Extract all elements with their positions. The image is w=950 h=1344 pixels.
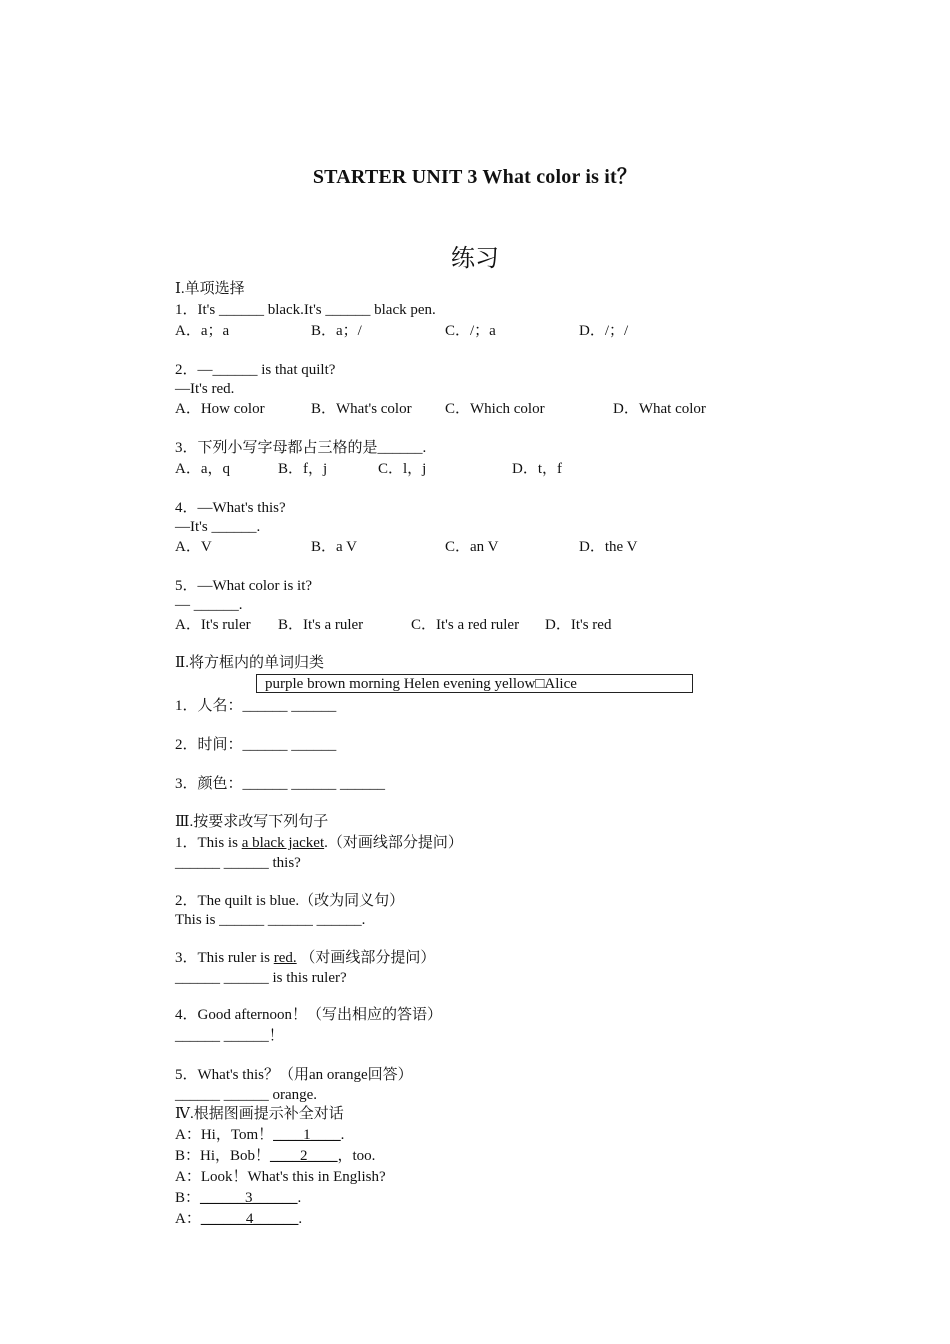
q1-option-c: C．/；a [445, 323, 496, 339]
dialog-blank-4: ______4______ [200, 1211, 299, 1227]
classify-names: 1．人名：______ ______ [175, 698, 337, 714]
q5-option-c: C．It's a red ruler [411, 617, 520, 633]
rewrite-q5-answer: ______ ______ orange. [175, 1087, 318, 1103]
dialog-line-4-text: B： [175, 1190, 201, 1206]
page-title: STARTER UNIT 3 What color is it？ [312, 166, 638, 188]
q4-reply: —It's ______. [175, 519, 261, 535]
rewrite-q4-answer: ______ ______！ [175, 1028, 284, 1044]
classify-colors: 3．颜色：______ ______ ______ [175, 776, 386, 792]
word-box: purple brown morning Helen evening yellow□Alice [256, 674, 693, 693]
q2-stem: 2．—______ is that quilt? [175, 362, 336, 378]
dialog-line-1-end: . [340, 1127, 345, 1143]
q2-reply: —It's red. [175, 381, 235, 397]
q1-option-b: B．a；/ [311, 323, 362, 339]
page-subtitle: 练习 [451, 244, 499, 272]
dialog-line-5-text: A： [175, 1211, 201, 1227]
section-3-heading: Ⅲ.按要求改写下列句子 [175, 814, 329, 830]
dialog-line-4 [175, 1189, 301, 1207]
q3-option-d: D．t，f [512, 461, 562, 477]
rewrite-q1-pre: 1．This is [175, 835, 242, 851]
q2-option-d: D．What color [613, 401, 706, 417]
rewrite-q4: 4．Good afternoon！（写出相应的答语） [175, 1007, 443, 1023]
dialog-line-4-end: . [297, 1190, 302, 1206]
q2-option-b: B．What's color [311, 401, 412, 417]
q5-option-b: B．It's a ruler [278, 617, 364, 633]
dialog-line-2-end: ，too. [337, 1148, 376, 1164]
dialog-line-3: A：Look！What's this in English? [175, 1169, 386, 1185]
section-1-heading: Ⅰ.单项选择 [175, 281, 245, 297]
rewrite-q1-answer: ______ ______ this? [175, 855, 301, 871]
rewrite-q2-answer: This is ______ ______ ______. [175, 912, 366, 928]
rewrite-q1 [175, 834, 463, 852]
rewrite-q5: 5．What's this？（用an orange回答） [175, 1067, 413, 1083]
rewrite-q3 [175, 949, 435, 967]
q4-option-c: C．an V [445, 539, 499, 555]
q4-option-b: B．a V [311, 539, 357, 555]
rewrite-q3-answer: ______ ______ is this ruler? [175, 970, 347, 986]
dialog-blank-2: ____2____ [270, 1148, 338, 1164]
q2-option-c: C．Which color [445, 401, 545, 417]
q1-option-a: A．a；a [175, 323, 230, 339]
rewrite-q3-underlined: red. [273, 950, 297, 966]
q3-option-c: C．l，j [378, 461, 427, 477]
dialog-blank-3: ______3______ [200, 1190, 298, 1206]
rewrite-q1-post: .（对画线部分提问） [324, 835, 463, 851]
q5-reply: — ______. [175, 597, 243, 613]
dialog-line-2-text: B：Hi，Bob！ [175, 1148, 271, 1164]
classify-times: 2．时间：______ ______ [175, 737, 337, 753]
q5-option-a: A．It's ruler [175, 617, 251, 633]
q3-option-b: B．f，j [278, 461, 328, 477]
dialog-line-2 [175, 1147, 375, 1165]
dialog-blank-1: ____1____ [273, 1127, 341, 1143]
q1-stem: 1．It's ______ black.It's ______ black pen. [175, 302, 436, 318]
rewrite-q2: 2．The quilt is blue.（改为同义句） [175, 893, 405, 909]
section-4-heading: Ⅳ.根据图画提示补全对话 [175, 1106, 344, 1122]
q5-stem: 5．—What color is it? [175, 578, 313, 594]
dialog-line-1-text: A：Hi，Tom！ [175, 1127, 274, 1143]
q3-stem: 3．下列小写字母都占三格的是______. [175, 440, 427, 456]
q1-option-d: D．/；/ [579, 323, 629, 339]
rewrite-q3-pre: 3．This ruler is [175, 950, 274, 966]
q3-option-a: A．a，q [175, 461, 230, 477]
dialog-line-5 [175, 1210, 302, 1228]
dialog-line-5-end: . [298, 1211, 303, 1227]
q4-option-a: A．V [175, 539, 212, 555]
section-2-heading: Ⅱ.将方框内的单词归类 [175, 655, 324, 671]
q4-stem: 4．—What's this? [175, 500, 286, 516]
dialog-line-1 [175, 1126, 344, 1144]
rewrite-q3-post: （对画线部分提问） [296, 950, 436, 966]
q4-option-d: D．the V [579, 539, 638, 555]
q5-option-d: D．It's red [545, 617, 612, 633]
q2-option-a: A．How color [175, 401, 265, 417]
rewrite-q1-underlined: a black jacket [241, 835, 325, 851]
